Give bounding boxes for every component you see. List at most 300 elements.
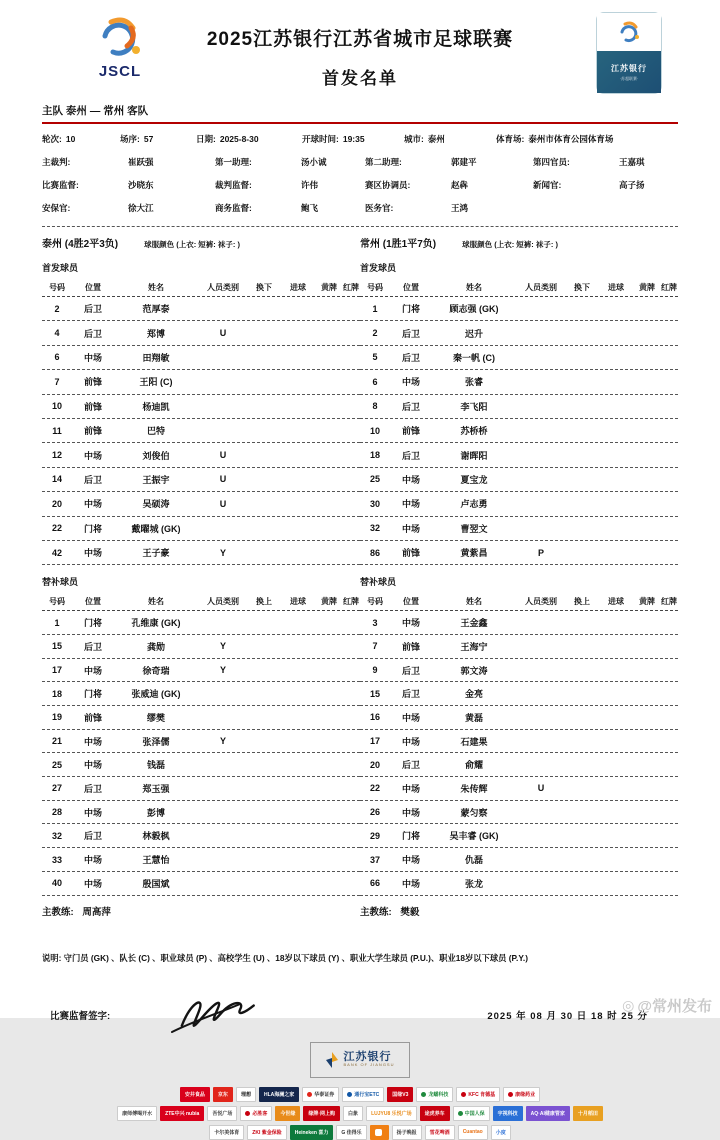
cell-name: 杨迪凯 bbox=[142, 401, 170, 412]
cell-no: 4 bbox=[54, 328, 60, 339]
cell-name: 范厚泰 bbox=[142, 304, 170, 315]
sponsor-logo: 理想 bbox=[236, 1087, 256, 1102]
player-row bbox=[42, 635, 360, 659]
cell-no: 8 bbox=[372, 401, 378, 412]
cell-name: 张泽儒 bbox=[142, 736, 170, 747]
sponsor-logo: Heineken 喜力 bbox=[290, 1125, 334, 1140]
signed-datetime: 2025 年 08 月 30 日 18 时 25 分 bbox=[487, 1010, 648, 1022]
cell-name: 郑玉强 bbox=[142, 783, 170, 794]
player-row bbox=[42, 824, 360, 848]
cell-name: 金亮 bbox=[464, 689, 483, 700]
cell-name: 张威迪 (GK) bbox=[131, 689, 181, 700]
info-value: 崔跃强 bbox=[128, 157, 154, 167]
cell-name: 林毅枫 bbox=[142, 831, 170, 842]
info-label: 日期: bbox=[196, 134, 216, 144]
column-header: 位置 bbox=[403, 282, 419, 292]
cell-no: 7 bbox=[372, 641, 378, 652]
info-value: 19:35 bbox=[342, 134, 365, 144]
player-row bbox=[360, 541, 678, 565]
info-pair bbox=[365, 156, 533, 168]
sponsor-logo: 途虎养车 bbox=[420, 1106, 450, 1121]
info-label: 体育场: bbox=[496, 134, 525, 144]
sponsor-logo: 雪花啤酒 bbox=[425, 1125, 455, 1140]
info-pair bbox=[215, 202, 365, 214]
player-row bbox=[42, 346, 360, 370]
sponsor-logo: 扬子晚报 bbox=[392, 1125, 422, 1140]
sponsor-logo: 宇视科技 bbox=[493, 1106, 523, 1121]
cell-no: 32 bbox=[369, 523, 380, 534]
column-header: 换上 bbox=[574, 596, 590, 606]
cell-no: 20 bbox=[369, 759, 380, 770]
cell-pos: 后卫 bbox=[401, 665, 420, 676]
badge-top bbox=[597, 13, 661, 51]
away-kit-colors: 球服颜色 (上衣: 短裤: 袜子: ) bbox=[462, 240, 558, 249]
cell-no: 18 bbox=[51, 688, 62, 699]
column-header: 换上 bbox=[256, 596, 272, 606]
cell-name: 王慧怡 bbox=[142, 855, 170, 866]
player-row bbox=[360, 517, 678, 541]
cell-pos: 中场 bbox=[401, 807, 420, 818]
cell-cat: Y bbox=[219, 547, 226, 558]
cell-pos: 后卫 bbox=[83, 474, 102, 485]
sponsor-logo: 龙蟠科技 bbox=[416, 1087, 453, 1102]
cell-name: 龚勋 bbox=[146, 641, 165, 652]
column-header: 红牌 bbox=[661, 282, 677, 292]
cell-no: 15 bbox=[51, 641, 62, 652]
cell-name: 蒙匀察 bbox=[460, 807, 488, 818]
cell-pos: 中场 bbox=[83, 807, 102, 818]
cell-cat: P bbox=[537, 547, 544, 558]
cell-name: 黄磊 bbox=[464, 712, 483, 723]
cell-no: 6 bbox=[54, 352, 60, 363]
info-value: 泰州市体育公园体育场 bbox=[528, 134, 614, 144]
sponsor-logo: AQ·AI健康管家 bbox=[526, 1106, 570, 1121]
player-row bbox=[42, 730, 360, 754]
info-label: 轮次: bbox=[42, 134, 62, 144]
column-header: 进球 bbox=[290, 282, 306, 292]
column-header: 黄牌 bbox=[321, 596, 337, 606]
signature-row bbox=[42, 986, 678, 1038]
cell-name: 石建果 bbox=[460, 736, 488, 747]
cell-pos: 门将 bbox=[401, 831, 420, 842]
player-row bbox=[360, 682, 678, 706]
column-header: 姓名 bbox=[148, 596, 164, 606]
home-team-panel bbox=[42, 227, 360, 918]
home-starters-header bbox=[42, 278, 360, 297]
cell-no: 18 bbox=[369, 450, 380, 461]
info-pair bbox=[215, 156, 365, 168]
info-label: 第二助理: bbox=[365, 157, 402, 167]
player-row bbox=[360, 872, 678, 896]
cell-pos: 前锋 bbox=[83, 712, 102, 723]
cell-no: 17 bbox=[51, 665, 62, 676]
player-row bbox=[42, 682, 360, 706]
sponsor-logo: 中国人保 bbox=[453, 1106, 490, 1121]
cell-pos: 中场 bbox=[401, 736, 420, 747]
cell-no: 29 bbox=[369, 830, 380, 841]
info-pair bbox=[215, 179, 365, 191]
cell-pos: 中场 bbox=[401, 855, 420, 866]
sponsor-logo: 通行宝ETC bbox=[342, 1087, 384, 1102]
info-pair bbox=[120, 133, 196, 145]
column-header: 姓名 bbox=[148, 282, 164, 292]
away-coach-name: 樊毅 bbox=[400, 906, 420, 918]
sponsor-logo: 十月稻田 bbox=[573, 1106, 603, 1121]
player-row bbox=[360, 443, 678, 467]
player-row bbox=[42, 468, 360, 492]
cell-name: 吴丰睿 (GK) bbox=[449, 831, 499, 842]
info-label: 场序: bbox=[120, 134, 140, 144]
player-row bbox=[360, 635, 678, 659]
cell-no: 10 bbox=[369, 425, 380, 436]
player-row bbox=[42, 706, 360, 730]
cell-no: 42 bbox=[51, 547, 62, 558]
cell-no: 1 bbox=[54, 617, 60, 628]
sponsor-logo: ZTE中兴 nubia bbox=[160, 1106, 204, 1121]
cell-name: 刘俊伯 bbox=[142, 450, 170, 461]
sponsor-logo: 缘牌·网上购 bbox=[303, 1106, 340, 1121]
away-team-line bbox=[360, 235, 678, 250]
cell-pos: 后卫 bbox=[83, 641, 102, 652]
cell-name: 吴硕涛 bbox=[142, 499, 170, 510]
away-subs-header bbox=[360, 592, 678, 611]
cell-no: 1 bbox=[372, 303, 378, 314]
sponsor-logo: 康缘药业 bbox=[503, 1087, 540, 1102]
home-subs-table bbox=[42, 611, 360, 895]
column-header: 进球 bbox=[608, 596, 624, 606]
player-row bbox=[42, 517, 360, 541]
cell-name: 田翔敏 bbox=[142, 352, 170, 363]
league-badge bbox=[596, 12, 662, 94]
cell-name: 顾志强 (GK) bbox=[449, 304, 499, 315]
watermark-text: @常州发布 bbox=[637, 998, 712, 1015]
player-row bbox=[42, 872, 360, 896]
away-starters-table bbox=[360, 297, 678, 565]
cell-pos: 门将 bbox=[83, 523, 102, 534]
info-value: 郭建平 bbox=[451, 157, 477, 167]
cell-no: 10 bbox=[51, 401, 62, 412]
sponsor-logo: 康师傅喝开水 bbox=[117, 1106, 157, 1121]
away-subs-title: 替补球员 bbox=[360, 577, 397, 588]
info-label: 城市: bbox=[404, 134, 424, 144]
cell-pos: 中场 bbox=[83, 665, 102, 676]
info-pair bbox=[302, 133, 404, 145]
info-pair bbox=[42, 179, 215, 191]
player-row bbox=[360, 395, 678, 419]
cell-no: 7 bbox=[54, 376, 60, 387]
cell-no: 2 bbox=[372, 328, 378, 339]
cell-cat: U bbox=[219, 498, 227, 509]
column-header: 人员类别 bbox=[525, 596, 557, 606]
bank-name-en: BANK OF JIANGSU bbox=[343, 1062, 395, 1068]
cell-pos: 中场 bbox=[83, 855, 102, 866]
cell-name: 孔维康 (GK) bbox=[131, 618, 181, 629]
cell-cat: U bbox=[537, 783, 545, 794]
cell-pos: 后卫 bbox=[401, 401, 420, 412]
column-header: 红牌 bbox=[661, 596, 677, 606]
column-header: 号码 bbox=[49, 282, 65, 292]
cell-name: 曹翌文 bbox=[460, 523, 488, 534]
player-row bbox=[42, 541, 360, 565]
cell-name: 秦一帆 (C) bbox=[453, 352, 495, 363]
away-subs-table bbox=[360, 611, 678, 895]
cell-pos: 中场 bbox=[83, 352, 102, 363]
supervisors-row bbox=[42, 179, 678, 191]
player-row bbox=[360, 801, 678, 825]
info-label: 赛区协调员: bbox=[365, 180, 411, 190]
info-value: 汤小诚 bbox=[301, 157, 327, 167]
info-pair bbox=[365, 179, 533, 191]
teams-block bbox=[42, 226, 678, 918]
player-row bbox=[360, 370, 678, 394]
info-value: 王鸿 bbox=[451, 203, 469, 213]
cell-pos: 后卫 bbox=[83, 831, 102, 842]
cell-pos: 门将 bbox=[401, 304, 420, 315]
info-label: 第四官员: bbox=[533, 157, 570, 167]
cell-no: 12 bbox=[51, 450, 62, 461]
sponsor-logo: 京东 bbox=[213, 1087, 233, 1102]
cell-pos: 门将 bbox=[83, 618, 102, 629]
away-team-name: 常州 (1胜1平7负) bbox=[360, 239, 437, 250]
cell-no: 37 bbox=[369, 854, 380, 865]
home-coach-name: 周高萍 bbox=[82, 906, 111, 918]
away-coach-label: 主教练: bbox=[360, 906, 392, 918]
cell-pos: 中场 bbox=[401, 499, 420, 510]
player-row bbox=[360, 419, 678, 443]
player-row bbox=[360, 468, 678, 492]
sponsor-logo: KFC 肯德基 bbox=[456, 1087, 500, 1102]
red-divider bbox=[42, 122, 678, 124]
cell-no: 32 bbox=[51, 830, 62, 841]
cell-cat: Y bbox=[219, 665, 226, 676]
info-label: 新闻官: bbox=[533, 180, 562, 190]
info-value: 王嘉琪 bbox=[619, 157, 645, 167]
cell-cat: Y bbox=[219, 641, 226, 652]
cell-name: 黄紫昌 bbox=[460, 548, 488, 559]
info-label: 开球时间: bbox=[302, 134, 339, 144]
player-row bbox=[42, 395, 360, 419]
cell-pos: 后卫 bbox=[401, 352, 420, 363]
page-subtitle: 首发名单 bbox=[322, 69, 398, 88]
sponsor-logo: Cuantao bbox=[458, 1125, 488, 1140]
player-row bbox=[42, 443, 360, 467]
cell-no: 86 bbox=[369, 547, 380, 558]
cell-pos: 后卫 bbox=[401, 689, 420, 700]
away-team-panel bbox=[360, 227, 678, 918]
player-row bbox=[360, 730, 678, 754]
cell-pos: 门将 bbox=[83, 689, 102, 700]
home-starters-table bbox=[42, 297, 360, 565]
info-label: 安保官: bbox=[42, 203, 71, 213]
info-label: 主裁判: bbox=[42, 157, 71, 167]
cell-pos: 中场 bbox=[401, 474, 420, 485]
column-header: 姓名 bbox=[466, 282, 482, 292]
cell-name: 卢志勇 bbox=[460, 499, 488, 510]
player-row bbox=[360, 492, 678, 516]
cell-pos: 前锋 bbox=[401, 548, 420, 559]
match-info-row bbox=[42, 133, 678, 145]
cell-no: 9 bbox=[372, 665, 378, 676]
player-row bbox=[360, 297, 678, 321]
column-header: 人员类别 bbox=[525, 282, 557, 292]
info-value: 沙晓东 bbox=[128, 180, 154, 190]
home-coach-line bbox=[42, 904, 360, 918]
player-row bbox=[42, 297, 360, 321]
player-row bbox=[360, 321, 678, 345]
player-row bbox=[360, 611, 678, 635]
cell-name: 钱磊 bbox=[146, 760, 165, 771]
cell-name: 殷国斌 bbox=[142, 878, 170, 889]
player-row bbox=[360, 848, 678, 872]
cell-pos: 后卫 bbox=[401, 328, 420, 339]
player-row bbox=[42, 370, 360, 394]
home-starters-title: 首发球员 bbox=[42, 263, 79, 273]
cell-name: 王金鑫 bbox=[460, 618, 488, 629]
column-header: 黄牌 bbox=[321, 282, 337, 292]
cell-no: 25 bbox=[51, 759, 62, 770]
player-row bbox=[42, 419, 360, 443]
player-row bbox=[360, 753, 678, 777]
info-value: 57 bbox=[143, 134, 154, 144]
sponsor-logo bbox=[370, 1125, 389, 1140]
column-header: 换下 bbox=[574, 282, 590, 292]
sponsor-logo: 小度 bbox=[491, 1125, 511, 1140]
cell-name: 郑博 bbox=[146, 328, 165, 339]
info-pair bbox=[533, 156, 678, 168]
info-value: 泰州 bbox=[427, 134, 445, 144]
cell-pos: 中场 bbox=[401, 712, 420, 723]
cell-name: 王海宁 bbox=[460, 641, 488, 652]
sponsor-logo: 安井食品 bbox=[180, 1087, 210, 1102]
sponsor-row-2 bbox=[42, 1106, 678, 1121]
badge-bank-name: 江苏银行 bbox=[611, 63, 647, 73]
cell-pos: 前锋 bbox=[83, 377, 102, 388]
cell-cat: U bbox=[219, 328, 227, 339]
player-row bbox=[360, 346, 678, 370]
cell-pos: 中场 bbox=[401, 523, 420, 534]
player-row bbox=[42, 848, 360, 872]
info-pair bbox=[404, 133, 496, 145]
cell-name: 李飞阳 bbox=[460, 401, 488, 412]
home-kit-colors: 球服颜色 (上衣: 短裤: 袜子: ) bbox=[144, 240, 240, 249]
cell-pos: 后卫 bbox=[401, 760, 420, 771]
cell-no: 15 bbox=[369, 688, 380, 699]
home-subs-title: 替补球员 bbox=[42, 577, 79, 588]
cell-pos: 中场 bbox=[401, 783, 420, 794]
cell-no: 28 bbox=[51, 807, 62, 818]
player-row bbox=[42, 801, 360, 825]
column-header: 位置 bbox=[85, 282, 101, 292]
legend-note: 说明: 守门员 (GK) 、队长 (C) 、职业球员 (P) 、高校学生 (U) 、18岁以下球员 (Y) 、职业大学生球员 (P.U.)、职业18岁以下球员 (P.Y.) bbox=[42, 952, 528, 963]
cell-name: 王振宇 bbox=[142, 474, 170, 485]
cell-name: 张龙 bbox=[464, 878, 483, 889]
cell-pos: 前锋 bbox=[83, 401, 102, 412]
cell-no: 21 bbox=[51, 736, 62, 747]
cell-pos: 中场 bbox=[83, 499, 102, 510]
cell-cat: U bbox=[219, 450, 227, 461]
home-team-name: 泰州 (4胜2平3负) bbox=[42, 239, 119, 250]
away-coach-line bbox=[360, 904, 678, 918]
cell-no: 30 bbox=[369, 498, 380, 509]
player-row bbox=[42, 753, 360, 777]
bank-name: 江苏银行 bbox=[343, 1051, 392, 1064]
column-header: 人员类别 bbox=[207, 596, 239, 606]
cell-no: 22 bbox=[51, 523, 62, 534]
away-starters-header bbox=[360, 278, 678, 297]
cell-pos: 中场 bbox=[401, 377, 420, 388]
player-row bbox=[360, 659, 678, 683]
info-pair bbox=[42, 133, 120, 145]
cell-name: 迟升 bbox=[464, 328, 483, 339]
info-label: 裁判监督: bbox=[215, 180, 252, 190]
security-row bbox=[42, 202, 678, 214]
info-pair bbox=[42, 202, 215, 214]
column-header: 进球 bbox=[290, 596, 306, 606]
sponsor-logo: 今世缘 bbox=[275, 1106, 300, 1121]
sponsor-logo: 吾悦广场 bbox=[207, 1106, 237, 1121]
cell-no: 5 bbox=[372, 352, 378, 363]
jscl-swirl-icon bbox=[91, 14, 149, 60]
handwritten-signature bbox=[162, 980, 292, 1038]
sponsor-row-3 bbox=[42, 1125, 678, 1140]
cell-name: 巴特 bbox=[146, 426, 165, 437]
cell-name: 朱传辉 bbox=[460, 783, 488, 794]
cell-no: 6 bbox=[372, 376, 378, 387]
cell-pos: 中场 bbox=[83, 450, 102, 461]
cell-no: 11 bbox=[52, 425, 62, 436]
page-title: 2025江苏银行江苏省城市足球联赛 bbox=[206, 29, 514, 50]
sponsor-logo: 必胜客 bbox=[240, 1106, 272, 1121]
column-header: 号码 bbox=[49, 596, 65, 606]
cell-name: 王子豪 bbox=[142, 548, 170, 559]
cell-cat: Y bbox=[219, 736, 226, 747]
cell-pos: 后卫 bbox=[83, 328, 102, 339]
player-row bbox=[42, 492, 360, 516]
info-value: 高子扬 bbox=[619, 180, 645, 190]
cell-no: 19 bbox=[51, 712, 62, 723]
cell-pos: 后卫 bbox=[83, 783, 102, 794]
cell-name: 谢晖阳 bbox=[460, 450, 488, 461]
cell-pos: 后卫 bbox=[401, 450, 420, 461]
sponsor-logo: 国缘V3 bbox=[387, 1087, 413, 1102]
bank-diamond-icon bbox=[325, 1052, 339, 1068]
info-label: 医务官: bbox=[365, 203, 394, 213]
column-header: 换下 bbox=[256, 282, 272, 292]
info-pair bbox=[496, 133, 678, 145]
cell-pos: 前锋 bbox=[83, 426, 102, 437]
info-pair bbox=[533, 179, 678, 191]
cell-pos: 前锋 bbox=[401, 641, 420, 652]
cell-pos: 中场 bbox=[83, 548, 102, 559]
sponsor-logo: LUJYU8 乐悦广场 bbox=[366, 1106, 417, 1121]
cell-no: 26 bbox=[369, 807, 380, 818]
cell-no: 17 bbox=[369, 736, 380, 747]
jscl-logo bbox=[72, 14, 168, 80]
cell-pos: 中场 bbox=[83, 878, 102, 889]
bank-of-jiangsu-logo bbox=[310, 1042, 410, 1078]
home-coach-label: 主教练: bbox=[42, 906, 74, 918]
column-header: 位置 bbox=[403, 596, 419, 606]
badge-bottom bbox=[597, 51, 661, 93]
player-row bbox=[360, 706, 678, 730]
info-value: 10 bbox=[65, 134, 76, 144]
cell-name: 缪樊 bbox=[146, 712, 165, 723]
cell-pos: 后卫 bbox=[83, 304, 102, 315]
info-label: 第一助理: bbox=[215, 157, 252, 167]
cell-name: 苏桥桥 bbox=[460, 426, 488, 437]
player-row bbox=[42, 611, 360, 635]
away-starters-title: 首发球员 bbox=[360, 263, 397, 273]
